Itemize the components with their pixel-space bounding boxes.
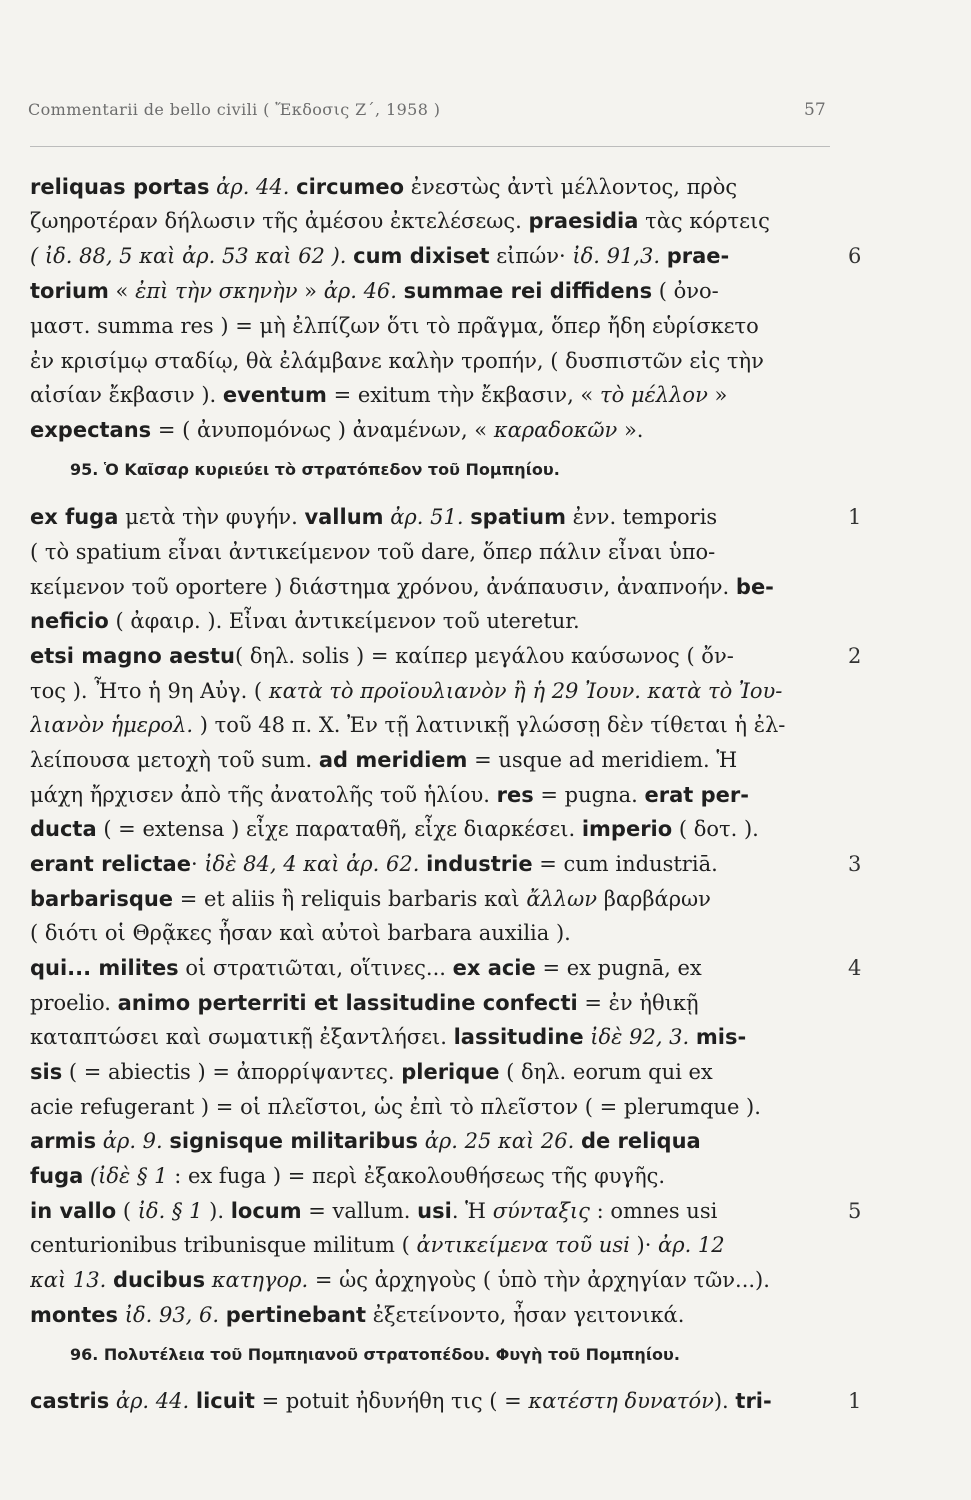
gloss-text: ἐξετείνοντο, ἦσαν γειτονικά. bbox=[366, 1303, 685, 1327]
text-line bbox=[30, 710, 830, 740]
reference-text: ἐπὶ τὴν σκηνὴν bbox=[135, 279, 298, 303]
text-line bbox=[30, 988, 830, 1018]
gloss-text bbox=[189, 1389, 196, 1413]
gloss-text: . Ἡ bbox=[451, 1199, 493, 1223]
lemma-term: qui... milites bbox=[30, 956, 179, 980]
lemma-term: ducibus bbox=[112, 1268, 206, 1292]
text-line bbox=[30, 884, 830, 914]
reference-text: ἰδὲ 84, 4 καὶ ἀρ. 62. bbox=[204, 852, 420, 876]
gloss-text: = pugna. bbox=[533, 783, 645, 807]
gloss-text: εἰπών· bbox=[489, 244, 573, 268]
lemma-term: plerique bbox=[401, 1060, 500, 1084]
text-line bbox=[30, 537, 830, 567]
margin-number: 6 bbox=[848, 244, 862, 268]
gloss-text: αἰσίαν ἔκβασιν ). bbox=[30, 383, 223, 407]
page-number: 57 bbox=[804, 100, 826, 120]
text-line bbox=[30, 745, 830, 775]
gloss-text bbox=[106, 1268, 113, 1292]
lemma-term: usi bbox=[417, 1199, 452, 1223]
gloss-text: ( διότι οἱ Θρᾷκες ἦσαν καὶ αὐτοὶ barbara auxilia ). bbox=[30, 921, 571, 945]
gloss-text: = ex pugnā, ex bbox=[535, 956, 702, 980]
gloss-text: : omnes usi bbox=[589, 1199, 718, 1223]
lemma-term: ducta bbox=[30, 817, 97, 841]
text-line bbox=[30, 502, 830, 532]
reference-text: κατηγορ. bbox=[211, 1268, 309, 1292]
gloss-text: = et aliis ἢ reliquis barbaris καὶ bbox=[173, 887, 527, 911]
gloss-text bbox=[689, 1025, 696, 1049]
gloss-text bbox=[96, 1129, 103, 1153]
gloss-text: : ex fuga ) = περὶ ἐξακολουθήσεως τῆς φυγῆς. bbox=[167, 1164, 666, 1188]
text-line bbox=[30, 1126, 830, 1156]
lemma-term: erant relictae bbox=[30, 852, 191, 876]
gloss-text: λείπουσα μετοχὴ τοῦ sum. bbox=[30, 748, 319, 772]
margin-number: 5 bbox=[848, 1199, 862, 1223]
gloss-text: )· bbox=[629, 1233, 659, 1257]
gloss-text: = ( ἀνυπομόνως ) ἀναμένων, « bbox=[151, 418, 494, 442]
gloss-text bbox=[397, 279, 404, 303]
gloss-text: « bbox=[108, 279, 136, 303]
text-line bbox=[30, 1300, 830, 1330]
gloss-text: = vallum. bbox=[301, 1199, 418, 1223]
gloss-text: ( τὸ spatium εἶναι ἀντικείμενον τοῦ dare, ὅπερ πάλιν εἶναι ὑπο- bbox=[30, 540, 716, 564]
gloss-text: = ὡς ἀρχηγοὺς ( ὑπὸ τὴν ἀρχηγίαν τῶν...). bbox=[308, 1268, 770, 1292]
margin-number: 1 bbox=[848, 1389, 862, 1413]
running-header: Commentarii de bello civili ( Ἔκδοσις Ζ΄, 1958 ) bbox=[28, 100, 441, 119]
text-line bbox=[30, 1161, 830, 1191]
reference-text: ( ἰδ. 88, 5 καὶ ἀρ. 53 καὶ 62 ). bbox=[30, 244, 354, 268]
text-line bbox=[30, 606, 830, 636]
gloss-text: τος ). Ἦτο ἡ 9η Αὐγ. ( bbox=[30, 679, 269, 703]
gloss-text: = usque ad meridiem. Ἡ bbox=[467, 748, 738, 772]
reference-text: κατὰ τὸ προϊουλιανὸν ἢ ἡ 29 Ἰουν. κατὰ τὸ Ἰου- bbox=[268, 679, 783, 703]
text-line bbox=[30, 572, 830, 602]
text-line bbox=[30, 311, 830, 341]
gloss-text: ( δηλ. solis ) = καίπερ μεγάλου καύσωνος ( ὄν- bbox=[234, 644, 734, 668]
lemma-term: ad meridiem bbox=[318, 748, 468, 772]
lemma-term: expectans bbox=[30, 418, 152, 442]
gloss-text bbox=[574, 1129, 581, 1153]
gloss-text: καταπτώσει καὶ σωματικῇ ἐξαντλήσει. bbox=[30, 1025, 454, 1049]
gloss-text: » bbox=[707, 383, 728, 407]
lemma-term: de reliqua bbox=[580, 1129, 701, 1153]
gloss-text: ( δηλ. eorum qui ex bbox=[499, 1060, 713, 1084]
gloss-text bbox=[205, 1268, 212, 1292]
gloss-text: μετὰ τὴν φυγήν. bbox=[118, 505, 305, 529]
lemma-term: res bbox=[496, 783, 534, 807]
gloss-text bbox=[418, 1129, 425, 1153]
lemma-term: vallum bbox=[304, 505, 384, 529]
reference-text: ἀρ. 9. bbox=[102, 1129, 163, 1153]
margin-number: 3 bbox=[848, 852, 862, 876]
reference-text: (ἰδὲ § 1 bbox=[89, 1164, 168, 1188]
lemma-term: pertinebant bbox=[225, 1303, 367, 1327]
reference-text: ἰδ. 93, 6. bbox=[124, 1303, 220, 1327]
lemma-term: praesidia bbox=[528, 209, 639, 233]
reference-text: τὸ μέλλον bbox=[599, 383, 708, 407]
text-line bbox=[30, 849, 830, 879]
lemma-term: licuit bbox=[195, 1389, 255, 1413]
gloss-text: acie refugerant ) = οἱ πλεῖστοι, ὡς ἐπὶ τὸ πλεῖστον ( = plerumque ). bbox=[30, 1095, 761, 1119]
reference-text: ἀρ. 46. bbox=[323, 279, 397, 303]
margin-number: 4 bbox=[848, 956, 862, 980]
gloss-text: ἐνεστὼς ἀντὶ μέλλοντος, πρὸς bbox=[404, 175, 738, 199]
text-line bbox=[30, 1230, 830, 1260]
reference-text: ἰδ. 91,3. bbox=[572, 244, 661, 268]
reference-text: λιανὸν ἡμερολ. bbox=[30, 713, 194, 737]
reference-text: ἀρ. 25 καὶ 26. bbox=[424, 1129, 575, 1153]
text-line bbox=[30, 172, 830, 202]
reference-text: σύνταξις bbox=[492, 1199, 590, 1223]
text-line bbox=[30, 1196, 830, 1226]
lemma-term: eventum bbox=[222, 383, 327, 407]
gloss-text bbox=[660, 244, 667, 268]
text-line bbox=[30, 953, 830, 983]
reference-text: καὶ 13. bbox=[30, 1268, 107, 1292]
gloss-text: ». bbox=[617, 418, 644, 442]
lemma-term: summae rei diffidens bbox=[403, 279, 653, 303]
lemma-term: animo perterriti et lassitudine confecti bbox=[117, 991, 578, 1015]
lemma-term: tri- bbox=[735, 1389, 772, 1413]
lemma-term: industrie bbox=[426, 852, 533, 876]
reference-text: ἀντικείμενα τοῦ usi bbox=[416, 1233, 630, 1257]
lemma-term: castris bbox=[30, 1389, 110, 1413]
lemma-term: be- bbox=[735, 575, 774, 599]
gloss-text: ) τοῦ 48 π. Χ. Ἐν τῇ λατινικῇ γλώσσῃ δὲν τίθεται ἡ ἐλ- bbox=[193, 713, 786, 737]
lemma-term: imperio bbox=[581, 817, 673, 841]
gloss-text: μάχη ἤρχισεν ἀπὸ τῆς ἀνατολῆς τοῦ ἡλίου. bbox=[30, 783, 497, 807]
lemma-term: armis bbox=[30, 1129, 97, 1153]
lemma-term: signisque militaribus bbox=[169, 1129, 419, 1153]
lemma-term: lassitudine bbox=[453, 1025, 584, 1049]
text-line bbox=[30, 1265, 830, 1295]
text-line bbox=[30, 780, 830, 810]
gloss-text: ). bbox=[202, 1199, 231, 1223]
gloss-text: ( δοτ. ). bbox=[672, 817, 759, 841]
gloss-text: ( = abiectis ) = ἀπορρίψαντες. bbox=[62, 1060, 402, 1084]
section-heading-95: 95. Ὁ Καῖσαρ κυριεύει τὸ στρατόπεδον τοῦ Πομπηίου. bbox=[70, 460, 560, 479]
lemma-term: erat per- bbox=[644, 783, 749, 807]
lemma-term: reliquas portas bbox=[30, 175, 210, 199]
gloss-text bbox=[219, 1303, 226, 1327]
gloss-text: ( ἀφαιρ. ). Εἶναι ἀντικείμενον τοῦ uteretur. bbox=[108, 609, 580, 633]
lemma-term: spatium bbox=[470, 505, 566, 529]
reference-text: ἀρ. 51. bbox=[390, 505, 464, 529]
lemma-term: ex acie bbox=[452, 956, 536, 980]
gloss-text: ( = extensa ) εἶχε παραταθῆ, εἶχε διαρκέσει. bbox=[96, 817, 582, 841]
lemma-term: fuga bbox=[30, 1164, 84, 1188]
lemma-term: mis- bbox=[695, 1025, 747, 1049]
text-line bbox=[30, 1092, 830, 1122]
margin-number: 2 bbox=[848, 644, 862, 668]
gloss-text: ἐνν. temporis bbox=[565, 505, 718, 529]
lemma-term: in vallo bbox=[30, 1199, 117, 1223]
reference-text: ἰδὲ 92, 3. bbox=[590, 1025, 690, 1049]
text-line bbox=[30, 641, 830, 671]
reference-text: ἀρ. 12 bbox=[658, 1233, 725, 1257]
text-line bbox=[30, 206, 830, 236]
text-line bbox=[30, 676, 830, 706]
lemma-term: cum dixiset bbox=[353, 244, 490, 268]
gloss-text: ζωηροτέραν δήλωσιν τῆς ἀμέσου ἐκτελέσεως. bbox=[30, 209, 529, 233]
gloss-text: = exitum τὴν ἔκβασιν, « bbox=[326, 383, 600, 407]
gloss-text: » bbox=[297, 279, 324, 303]
gloss-text: ἐν κρισίμῳ σταδίῳ, θὰ ἐλάμβανε καλὴν τροπήν, ( δυσπιστῶν εἰς τὴν bbox=[30, 349, 764, 373]
lemma-term: barbarisque bbox=[30, 887, 174, 911]
lemma-term: sis bbox=[30, 1060, 63, 1084]
text-line bbox=[30, 814, 830, 844]
lemma-term: torium bbox=[30, 279, 109, 303]
gloss-text: βαρβάρων bbox=[597, 887, 711, 911]
section-heading-96: 96. Πολυτέλεια τοῦ Πομπηιανοῦ στρατοπέδου. Φυγὴ τοῦ Πομπηίου. bbox=[70, 1345, 680, 1364]
text-line bbox=[30, 415, 830, 445]
gloss-text: ). bbox=[713, 1389, 736, 1413]
gloss-text bbox=[118, 1303, 125, 1327]
gloss-text: κείμενον τοῦ oportere ) διάστημα χρόνου, ἀνάπαυσιν, ἀναπνοήν. bbox=[30, 575, 736, 599]
text-line bbox=[30, 276, 830, 306]
lemma-term: locum bbox=[230, 1199, 302, 1223]
lemma-term: prae- bbox=[666, 244, 730, 268]
gloss-text: centurionibus tribunisque militum ( bbox=[30, 1233, 417, 1257]
reference-text: ἀρ. 44. bbox=[216, 175, 290, 199]
lemma-term: ex fuga bbox=[30, 505, 119, 529]
gloss-text: = potuit ἠδυνήθη τις ( = bbox=[254, 1389, 529, 1413]
lemma-term: neficio bbox=[30, 609, 109, 633]
text-line bbox=[30, 346, 830, 376]
header-rule bbox=[30, 146, 830, 147]
text-line bbox=[30, 241, 830, 271]
lemma-term: circumeo bbox=[296, 175, 405, 199]
gloss-text: = cum industriā. bbox=[532, 852, 718, 876]
gloss-text bbox=[83, 1164, 90, 1188]
gloss-text: οἱ στρατιῶται, οἵτινες... bbox=[178, 956, 453, 980]
text-line bbox=[30, 1386, 830, 1416]
text-line bbox=[30, 918, 830, 948]
gloss-text: ( ὀνο- bbox=[652, 279, 719, 303]
gloss-text: proelio. bbox=[30, 991, 118, 1015]
text-line bbox=[30, 1022, 830, 1052]
text-line bbox=[30, 380, 830, 410]
margin-number: 1 bbox=[848, 505, 862, 529]
reference-text: ἰδ. § 1 bbox=[137, 1199, 203, 1223]
gloss-text bbox=[109, 1389, 116, 1413]
gloss-text: μαστ. summa res ) = μὴ ἐλπίζων ὅτι τὸ πρᾶγμα, ὅπερ ἤδη εὑρίσκετο bbox=[30, 314, 759, 338]
lemma-term: montes bbox=[30, 1303, 119, 1327]
gloss-text: ( bbox=[116, 1199, 138, 1223]
gloss-text: · bbox=[190, 852, 205, 876]
reference-text: κατέστη δυνατόν bbox=[528, 1389, 714, 1413]
lemma-term: etsi magno aestu bbox=[30, 644, 235, 668]
reference-text: καραδοκῶν bbox=[493, 418, 618, 442]
gloss-text: τὰς κόρτεις bbox=[638, 209, 770, 233]
gloss-text: = ἐν ἠθικῇ bbox=[577, 991, 699, 1015]
text-line bbox=[30, 1057, 830, 1087]
reference-text: ἄλλων bbox=[526, 887, 598, 911]
reference-text: ἀρ. 44. bbox=[115, 1389, 190, 1413]
